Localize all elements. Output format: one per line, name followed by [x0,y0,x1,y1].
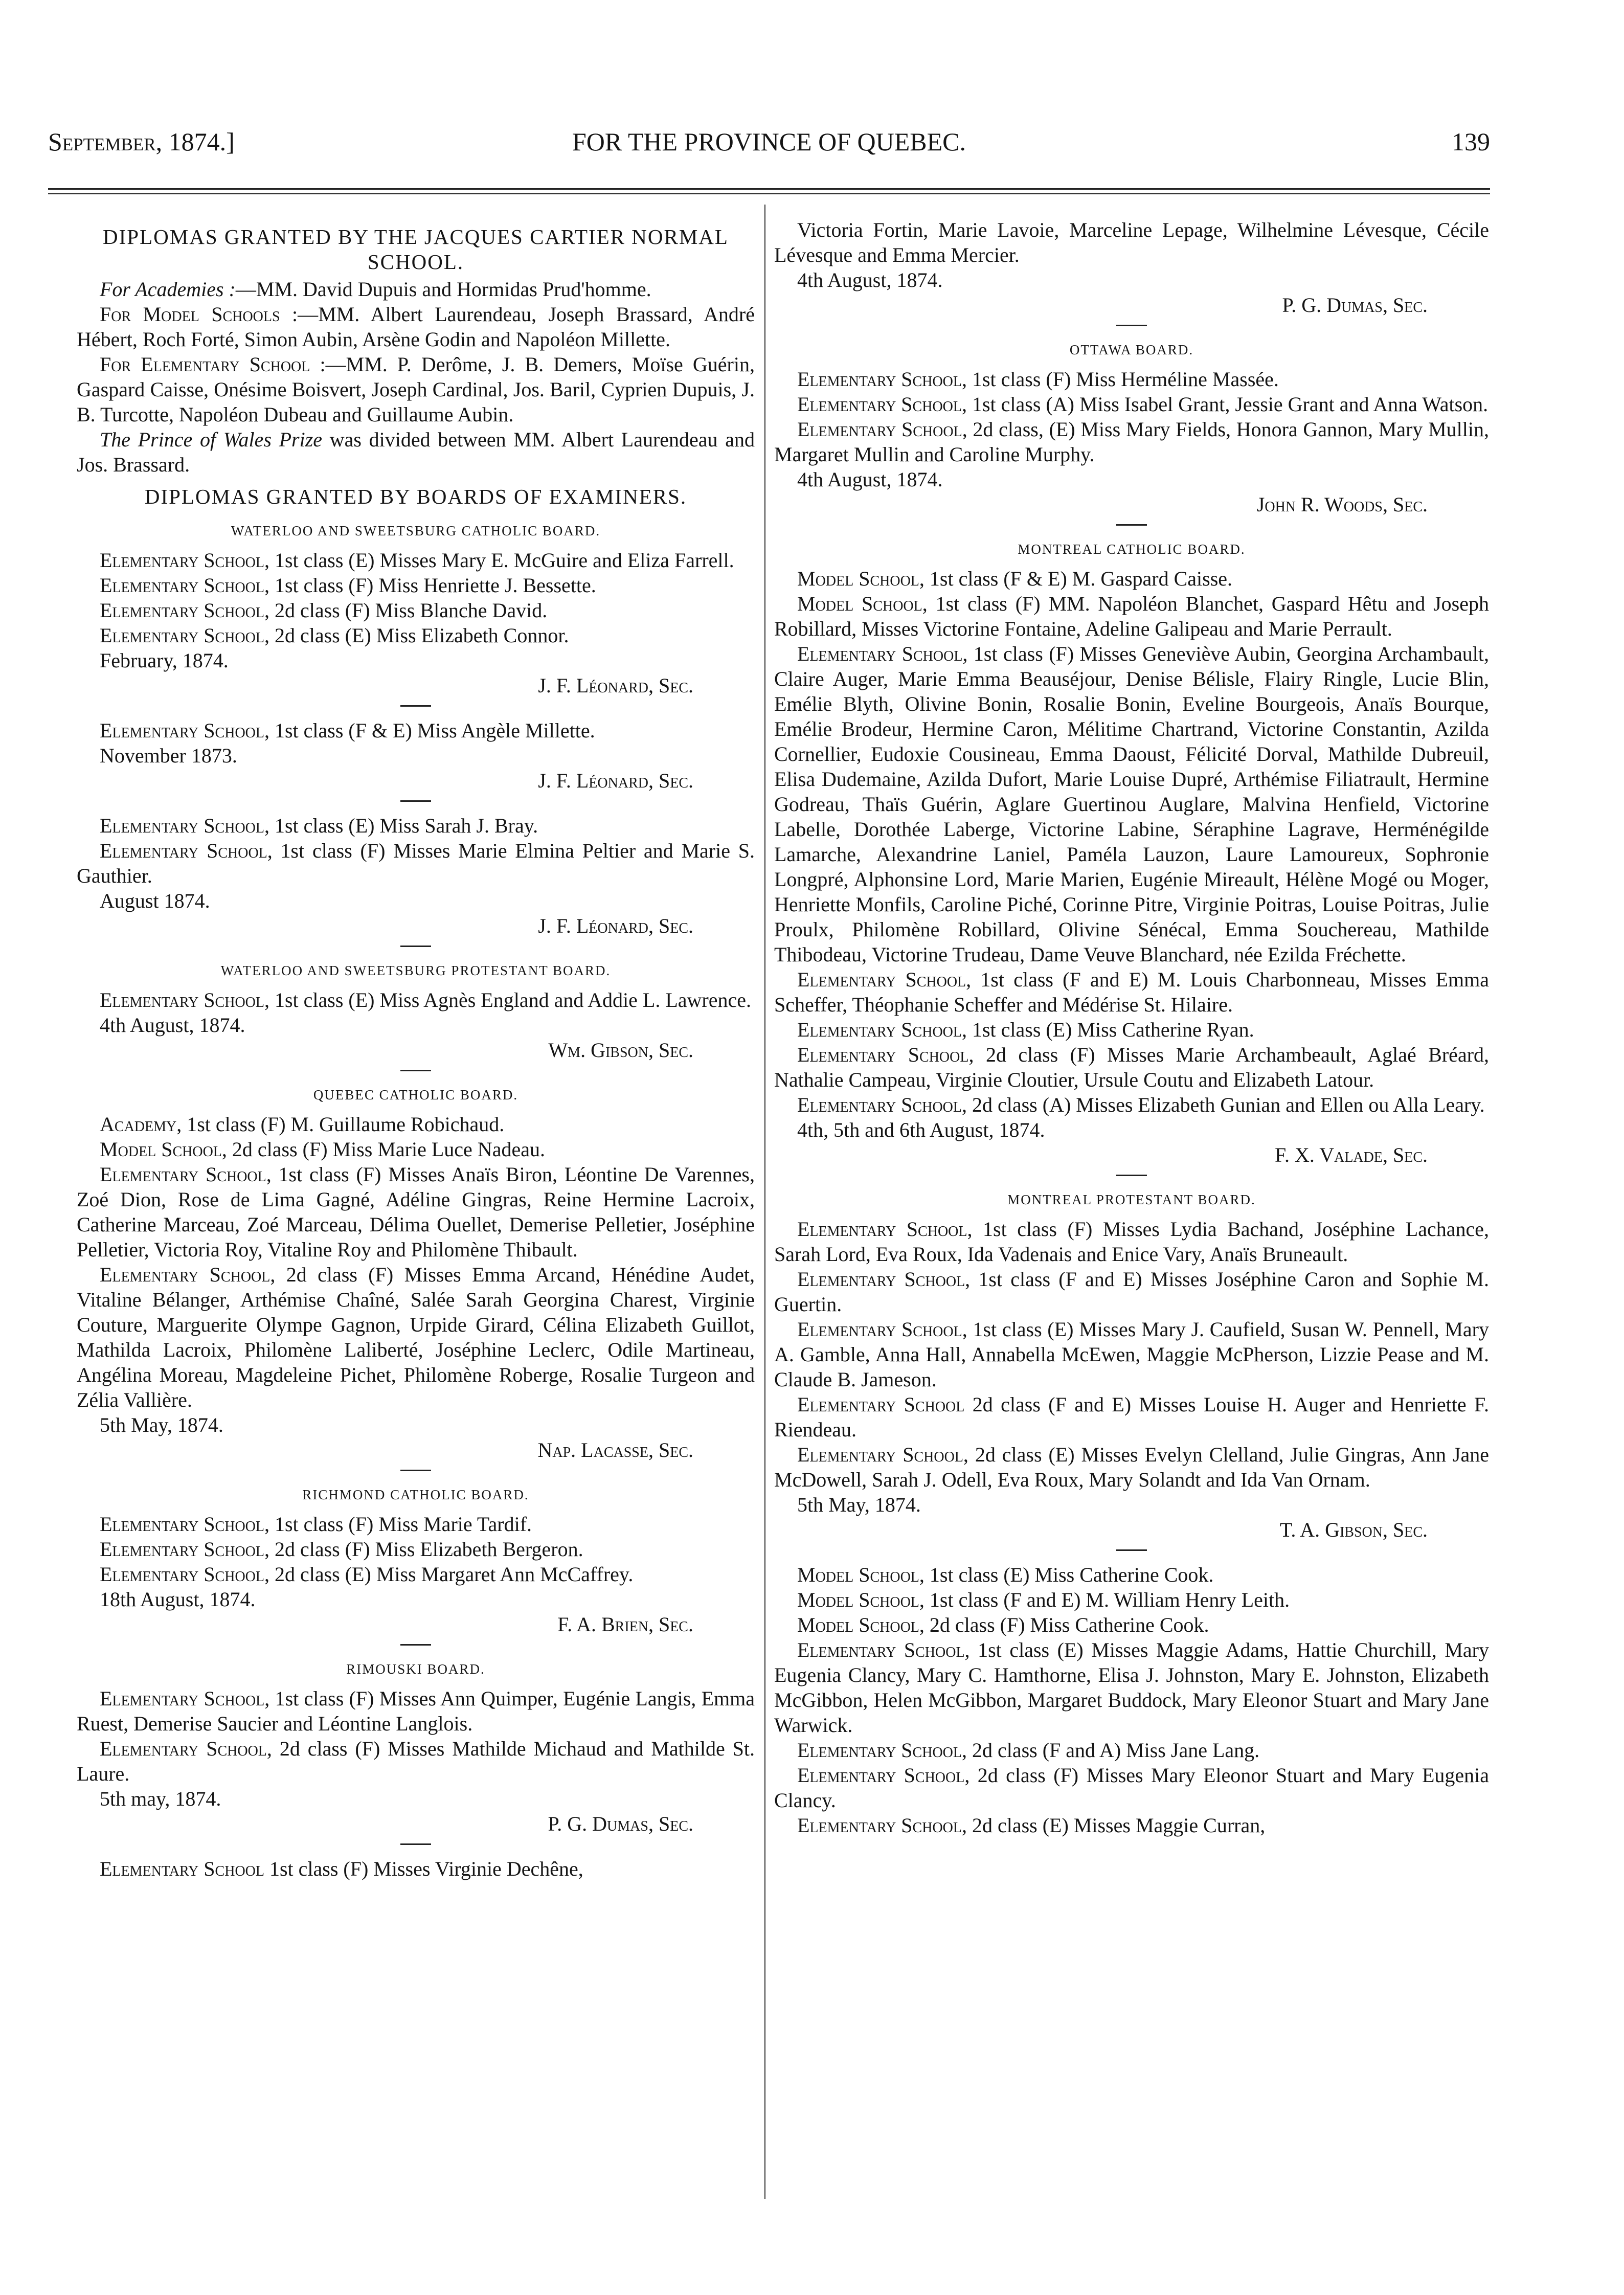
entry-lead: Model School, [797,567,924,590]
diploma-entry [77,813,755,838]
right-column [774,217,1489,1838]
entry-text: 5th May, 1874. [100,1413,223,1436]
entry-lead: Elementary School, [100,574,269,597]
entry-lead: The Prince of Wales Prize [100,428,323,451]
secretary-signature: P. G. Dumas, Sec. [1282,294,1428,317]
entry-text: 1st class (F) Miss Herméline Massée. [966,368,1279,391]
diploma-entry [774,1317,1489,1392]
board-heading: RICHMOND CATHOLIC BOARD. [302,1487,529,1502]
entry-lead: Elementary School, [100,1737,272,1760]
entry-text: 2d class (F) Miss Blanche David. [269,599,548,622]
entry-lead: Elementary School, [100,988,269,1011]
entry-lead: Elementary School, [797,1739,967,1762]
diploma-entry [774,467,1489,492]
entry-text: 4th August, 1874. [100,1014,245,1037]
entry-text: 2d class (F and A) Miss Jane Lang. [966,1739,1260,1762]
diploma-entry [774,1442,1489,1492]
entry-lead: Elementary School, [797,1043,974,1066]
section-heading: DIPLOMAS GRANTED BY THE JACQUES CARTIER NORMAL SCHOOL. [103,225,729,274]
entry-lead: Model School, [797,1563,924,1586]
diploma-entry [774,1042,1489,1092]
entry-lead: For Elementary School : [100,353,326,376]
entry-lead: Elementary School, [100,1163,272,1186]
entry-lead: Elementary School, [797,1814,967,1837]
entry-lead: Elementary School [100,1857,264,1880]
entry-text: 2d class (F) Misses Emma Arcand, Hénédine Audet, Vitaline Bélanger, Arthémise Chaîné, Salée Sarah Georgina Charest, Virginie Couture, Marguerite Olympe Gagnon, Urpide Girard, Célina Elizabeth Guillot, Mathilda Lacroix, Philomène Laliberté, Joséphine Leclerc, Odile Martineau, Angélina Moreau, Magdeleine Pichet, Philomène Roberge, Rosalie Turgeon and Zélia Vallière. [77,1263,755,1411]
section-separator [400,1070,431,1071]
entry-text: 1st class (F) Misses Lydia Bachand, Joséphine Lachance, Sarah Lord, Eva Roux, Ida Vadenais and Enice Vary, Anaïs Bruneault. [774,1218,1490,1266]
entry-text: —MM. Albert Laurendeau, Joseph Brassard, André Hébert, Roch Forté, Simon Aubin, Arsène Godin and Napoléon Millette. [77,303,755,351]
diploma-entry [77,277,755,302]
entry-text: 5th may, 1874. [100,1787,221,1810]
diploma-entry [77,838,755,888]
diploma-entry [774,267,1489,292]
secretary-signature: Wm. Gibson, Sec. [548,1039,693,1062]
diploma-entry [77,1162,755,1262]
entry-text: 1st class (E) Miss Catherine Cook. [924,1563,1214,1586]
entry-text: 2d class (F) Misses Marie Archambeault, Aglaé Bréard, Nathalie Campeau, Virginie Cloutier, Ursule Coutu and Elizabeth Latour. [774,1043,1490,1091]
secretary-signature: T. A. Gibson, Sec. [1279,1518,1428,1541]
entry-text: 2d class (E) Misses Maggie Curran, [966,1814,1266,1837]
diploma-entry [77,623,755,648]
diploma-entry [774,1092,1489,1117]
entry-lead: Elementary School, [100,1538,269,1561]
entry-lead: Elementary School, [797,1093,967,1116]
board-heading: MONTREAL CATHOLIC BOARD. [1018,542,1246,557]
entry-lead: Elementary School, [797,1268,971,1291]
entry-text: 1st class (F & E) Miss Angèle Millette. [269,719,595,742]
entry-lead: Elementary School, [100,599,269,622]
entry-text: 1st class (F) Miss Marie Tardif. [269,1513,532,1536]
diploma-entry [77,1856,755,1881]
header-title: FOR THE PROVINCE OF QUEBEC. [572,127,966,156]
diploma-entry [77,1412,755,1437]
diploma-entry [77,1686,755,1736]
diploma-entry [77,1736,755,1786]
entry-lead: Model School, [797,592,928,615]
entry-text: 1st class (F) Miss Henriette J. Bessette. [269,574,596,597]
board-heading: QUEBEC CATHOLIC BOARD. [313,1087,518,1102]
section-separator [400,1470,431,1471]
entry-text: 1st class (A) Miss Isabel Grant, Jessie Grant and Anna Watson. [966,393,1488,416]
diploma-entry [77,743,755,768]
secretary-signature: J. F. Léonard, Sec. [538,914,693,937]
entry-lead: Academy, [100,1113,182,1136]
board-heading: MONTREAL PROTESTANT BOARD. [1007,1192,1256,1207]
entry-lead: Elementary School, [797,968,972,991]
entry-lead: Elementary School, [797,368,967,391]
entry-lead: Elementary School, [100,1563,269,1586]
section-separator [400,1644,431,1646]
entry-text: 1st class (F and E) M. Louis Charbonneau, Misses Emma Scheffer, Théophanie Scheffer and Médérise St. Hilaire. [774,968,1490,1016]
entry-text: 2d class (E) Miss Elizabeth Connor. [269,624,569,647]
entry-lead: Model School, [100,1138,227,1161]
entry-text: 2d class (E) Misses Evelyn Clelland, Julie Gingras, Ann Jane McDowell, Sarah J. Odell, Eva Roux, Mary Solandt and Ida Van Ornam. [774,1443,1489,1491]
diploma-entry [77,573,755,598]
entry-text: Victoria Fortin, Marie Lavoie, Marceline Lepage, Wilhelmine Lévesque, Cécile Lévesque and Emma Mercier. [774,218,1489,266]
entry-lead: For Model Schools : [100,303,298,326]
diploma-entry [774,367,1489,392]
entry-text: 1st class (E) Miss Agnès England and Addie L. Lawrence. [269,988,751,1011]
running-header [48,127,1490,163]
entry-text: 1st class (E) Miss Catherine Ryan. [966,1018,1254,1041]
diploma-entry [774,566,1489,591]
entry-text: 18th August, 1874. [100,1588,256,1611]
section-separator [400,800,431,802]
entry-text: 1st class (F) Misses Anaïs Biron, Léontine De Varennes, Zoé Dion, Rose de Lima Gagné, Adéline Gingras, Reine Hermine Lacroix, Catherine Marceau, Zoé Marceau, Délima Ouellet, Demerise Pelletier, Joséphine Pelletier, Victoria Roy, Vitaline Roy and Philomène Thibault. [77,1163,755,1261]
entry-text: 4th August, 1874. [797,468,943,491]
diploma-entry [77,1587,755,1612]
diploma-entry [774,641,1489,967]
secretary-signature: Nap. Lacasse, Sec. [537,1438,693,1461]
diploma-entry [774,591,1489,641]
entry-text: 2d class (F) Miss Elizabeth Bergeron. [269,1538,583,1561]
entry-text: 2d class (F) Miss Marie Luce Nadeau. [227,1138,545,1161]
diploma-entry [774,1738,1489,1763]
diploma-entry [774,392,1489,417]
header-rule-top [48,188,1490,190]
entry-lead: Elementary School, [797,1018,967,1041]
diploma-entry [77,302,755,352]
entry-text: 1st class (F) Misses Ann Quimper, Eugénie Langis, Emma Ruest, Demerise Saucier and Léontine Langlois. [77,1687,755,1735]
section-separator [400,705,431,707]
entry-text: 1st class (F and E) Misses Joséphine Caron and Sophie M. Guertin. [774,1268,1489,1316]
entry-text: was divided between MM. Albert Laurendeau and Jos. Brassard. [77,428,755,476]
diploma-entry [77,1112,755,1137]
entry-lead: Elementary School, [797,1218,973,1241]
entry-lead: Elementary School [797,1393,965,1416]
entry-text: 1st class (E) Misses Mary J. Caufield, Susan W. Pennell, Mary A. Gamble, Anna Hall, Annabella McEwen, Maggie McPherson, Lizzie Pease and M. Claude B. Jameson. [774,1318,1489,1391]
entry-text: 1st class (F and E) M. William Henry Leith. [924,1588,1290,1611]
entry-lead: Elementary School, [797,1764,970,1787]
board-heading: WATERLOO AND SWEETSBURG CATHOLIC BOARD. [231,523,601,538]
diploma-entry [77,648,755,673]
entry-text: 1st class (E) Misses Maggie Adams, Hattie Churchill, Mary Eugenia Clancy, Mary C. Hamthorne, Elisa J. Johnston, Mary E. Johnston, Elizabeth McGibbon, Helen McGibbon, Margaret Buddock, Mary Eleonor Stuart and Mary Jane Warwick. [774,1638,1489,1737]
entry-lead: Elementary School, [100,719,269,742]
diploma-entry [77,1262,755,1412]
diploma-entry [774,1813,1489,1838]
entry-text: —MM. P. Derôme, J. B. Demers, Moïse Guérin, Gaspard Caisse, Onésime Boisvert, Joseph Cardinal, Jos. Baril, Cyprien Dupuis, J. B. Turcotte, Napoléon Dubeau and Guillaume Aubin. [77,353,755,426]
entry-text: 2d class (F and E) Misses Louise H. Auger and Henriette F. Riendeau. [774,1393,1490,1441]
entry-text: 2d class (F) Miss Catherine Cook. [924,1613,1209,1636]
entry-lead: Elementary School, [797,1443,968,1466]
entry-text: 5th May, 1874. [797,1493,921,1516]
entry-lead: Elementary School, [100,624,269,647]
section-heading: DIPLOMAS GRANTED BY BOARDS OF EXAMINERS. [144,485,687,508]
secretary-signature: F. X. Valade, Sec. [1275,1143,1428,1166]
entry-lead: Elementary School, [100,549,269,572]
diploma-entry [77,1137,755,1162]
diploma-entry [774,1217,1489,1267]
diploma-entry [774,1763,1489,1813]
entry-lead: Elementary School, [100,1513,269,1536]
entry-text: August 1874. [100,889,210,912]
diploma-entry [774,967,1489,1017]
entry-lead: Elementary School, [797,1318,967,1341]
section-separator [1116,1175,1147,1176]
entry-text: February, 1874. [100,649,229,672]
diploma-entry [774,1117,1489,1142]
diploma-entry [77,1512,755,1537]
diploma-entry [77,1786,755,1811]
board-heading: RIMOUSKI BOARD. [346,1661,485,1677]
section-separator [400,1843,431,1845]
diploma-entry [774,1612,1489,1637]
diploma-entry [774,217,1489,267]
entry-lead: Elementary School, [797,642,968,665]
entry-lead: Model School, [797,1613,924,1636]
entry-lead: Model School, [797,1588,924,1611]
diploma-entry [774,1587,1489,1612]
entry-text: 1st class (E) Misses Mary E. McGuire and Eliza Farrell. [269,549,734,572]
diploma-entry [774,1017,1489,1042]
diploma-entry [77,548,755,573]
entry-lead: Elementary School, [100,814,269,837]
entry-text: —MM. David Dupuis and Hormidas Prud'homme. [235,278,651,301]
entry-text: 1st class (F) MM. Napoléon Blanchet, Gaspard Hêtu and Joseph Robillard, Misses Victorine Fontaine, Adeline Galipeau and Marie Perrault. [774,592,1489,640]
entry-lead: For Academies : [100,278,236,301]
entry-lead: Elementary School, [100,1263,276,1286]
entry-lead: Elementary School, [100,1687,270,1710]
entry-text: 1st class (F) Misses Marie Elmina Peltier and Marie S. Gauthier. [77,839,755,887]
diploma-entry [77,718,755,743]
entry-lead: Elementary School, [797,1638,970,1661]
entry-text: 2d class, (E) Miss Mary Fields, Honora Gannon, Mary Mullin, Margaret Mullin and Caroline Murphy. [774,418,1489,466]
secretary-signature: P. G. Dumas, Sec. [548,1812,693,1835]
diploma-entry [774,417,1489,467]
section-separator [1116,524,1147,526]
entry-text: November 1873. [100,744,237,767]
entry-lead: Elementary School, [797,418,967,441]
entry-text: 1st class (F) Misses Geneviève Aubin, Georgina Archambault, Claire Auger, Marie Emma Beauséjour, Denise Bélisle, Flairy Ringle, Lucie Blin, Emélie Blyth, Olivine Bonin, Rosalie Bonin, Eveline Bourgeois, Anaïs Bourque, Emélie Brodeur, Hermine Caron, Mélitime Chartrand, Victorine Constantin, Azilda Cornellier, Eudoxie Cousineau, Emma Daoust, Félicité Dorval, Mathilde Dubreuil, Elisa Dudemaine, Azilda Dufort, Marie Louise Dupré, Arthémise Filiatrault, Hermine Godreau, Thaïs Guérin, Aglare Guertinou Auglare, Malvina Henfield, Victorine Labelle, Dorothée Laberge, Victorine Labine, Séraphine Lagrave, Herménégilde Lamarche, Alexandrine Laniel, Paméla Lauzon, Laure Lamoureux, Sophronie Longpré, Alphonsine Lord, Marie Marien, Eugénie Mireault, Hélène Mogé ou Moger, Henriette Monfils, Caroline Piché, Corinne Pitre, Virginie Poitras, Louise Poitras, Julie Proulx, Philomène Robillard, Olivine Sénécal, Emma Souchereau, Mathilde Thibodeau, Victorine Trudeau, Dame Veuve Blanchard, née Ezilda Fréchette. [774,642,1490,966]
section-separator [1116,325,1147,326]
diploma-entry [77,888,755,913]
secretary-signature: J. F. Léonard, Sec. [538,769,693,792]
secretary-signature: J. F. Léonard, Sec. [538,674,693,697]
board-heading: WATERLOO AND SWEETSBURG PROTESTANT BOARD. [220,963,611,978]
column-divider [764,205,765,2199]
entry-text: 1st class (F) Misses Virginie Dechêne, [264,1857,583,1880]
secretary-signature: F. A. Brien, Sec. [557,1613,693,1636]
entry-text: 2d class (E) Miss Margaret Ann McCaffrey. [269,1563,634,1586]
entry-lead: Elementary School, [100,839,273,862]
diploma-entry [77,987,755,1012]
left-column [77,217,755,1881]
diploma-entry [77,1537,755,1562]
header-rule-bottom [48,193,1490,194]
diploma-entry [774,1562,1489,1587]
board-heading: OTTAWA BOARD. [1069,342,1194,357]
diploma-entry [77,427,755,477]
section-separator [1116,1549,1147,1551]
diploma-entry [77,598,755,623]
entry-text: 2d class (A) Misses Elizabeth Gunian and Ellen ou Alla Leary. [966,1093,1485,1116]
diploma-entry [774,1267,1489,1317]
diploma-entry [77,352,755,427]
diploma-entry [77,1562,755,1587]
diploma-entry [774,1392,1489,1442]
diploma-entry [774,1492,1489,1517]
entry-text: 1st class (E) Miss Sarah J. Bray. [269,814,538,837]
diploma-entry [77,1012,755,1038]
entry-text: 4th August, 1874. [797,268,943,291]
entry-text: 2d class (F) Misses Mary Eleonor Stuart and Mary Eugenia Clancy. [774,1764,1490,1812]
secretary-signature: John R. Woods, Sec. [1256,493,1428,516]
entry-text: 2d class (F) Misses Mathilde Michaud and Mathilde St. Laure. [77,1737,755,1785]
page-number: 139 [1452,127,1490,156]
entry-text: 4th, 5th and 6th August, 1874. [797,1118,1045,1141]
entry-lead: Elementary School, [797,393,967,416]
entry-text: 1st class (F & E) M. Gaspard Caisse. [924,567,1233,590]
header-date: September, 1874.] [48,127,235,156]
entry-text: 1st class (F) M. Guillaume Robichaud. [182,1113,505,1136]
section-separator [400,946,431,947]
diploma-entry [774,1637,1489,1738]
